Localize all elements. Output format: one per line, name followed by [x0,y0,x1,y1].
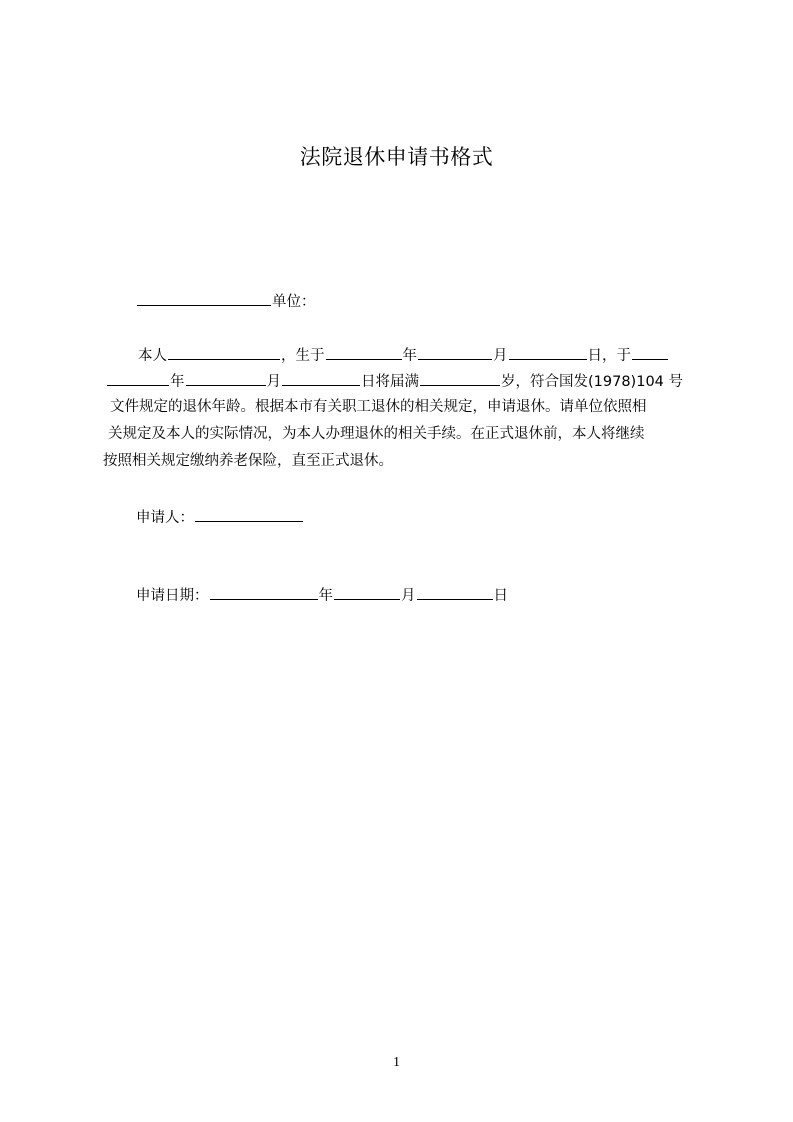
body-text: 本人 [138,348,167,364]
date-month-blank[interactable] [334,584,400,600]
body-text: 月 [266,374,281,390]
body-line-5: 按照相关规定缴纳养老保险，直至正式退休。 [103,453,393,469]
retire-day-blank[interactable] [282,370,360,386]
birth-day-blank[interactable] [509,344,587,360]
unit-blank[interactable] [137,290,271,306]
birth-month-blank[interactable] [418,344,492,360]
document-title: 法院退休申请书格式 [299,145,494,169]
date-day-blank[interactable] [417,584,493,600]
body-text: 岁，符合国发(1978)104 号 [501,374,683,390]
page-number: 1 [393,1055,400,1070]
applicant-blank[interactable] [195,506,303,522]
date-year-label: 年 [318,588,333,604]
unit-label: 单位： [272,294,316,310]
birth-year-blank[interactable] [326,344,402,360]
body-text: 日将届满 [361,374,419,390]
body-text: 年 [402,348,417,364]
body-line-1 [138,344,708,367]
date-year-blank[interactable] [210,584,318,600]
body-text: 日，于 [587,348,631,364]
date-month-label: 月 [401,588,416,604]
retire-year-blank-start[interactable] [632,344,668,360]
name-blank[interactable] [168,344,280,360]
applicant-line [136,506,734,529]
date-day-label: 日 [493,588,508,604]
body-text: 年 [170,374,185,390]
body-line-3: 文件规定的退休年龄。根据本市有关职工退休的相关规定，申请退休。请单位依照相 [110,399,647,415]
body-line-2 [106,370,704,393]
date-label: 申请日期： [136,588,209,604]
retire-month-blank[interactable] [186,370,266,386]
age-blank[interactable] [420,370,500,386]
unit-line [136,290,734,313]
retire-year-blank[interactable] [107,370,169,386]
body-text: ，生于 [281,348,325,364]
date-line [136,584,734,607]
body-text: 月 [493,348,508,364]
body-line-4: 关规定及本人的实际情况，为本人办理退休的相关手续。在正式退休前，本人将继续 [108,426,645,442]
applicant-label: 申请人： [136,510,194,526]
